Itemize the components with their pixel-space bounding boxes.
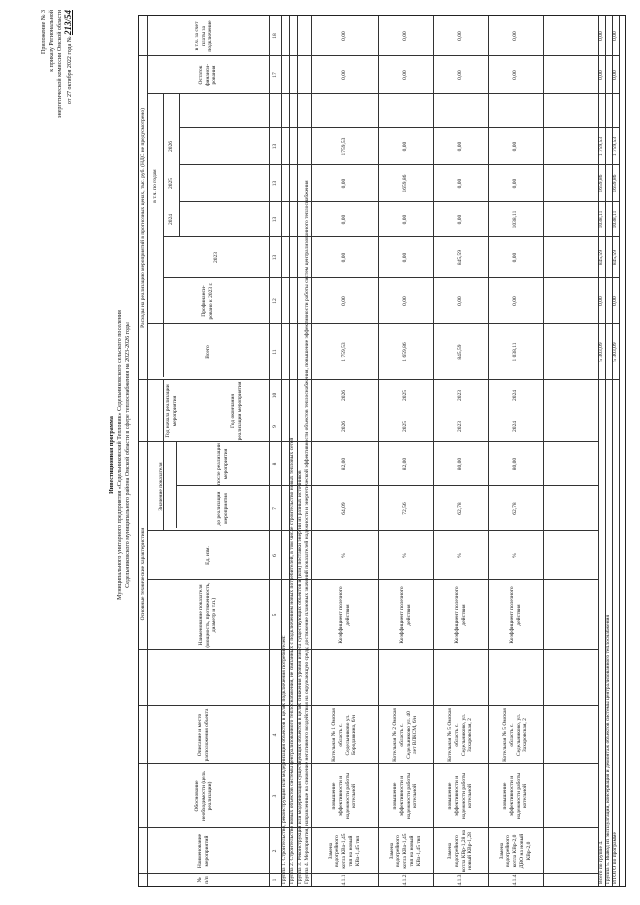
cell-fee: 0,00 xyxy=(457,31,464,41)
total-fin: 0,00 xyxy=(612,296,619,306)
header-balance: Остаток финанси-рования xyxy=(197,63,218,87)
header-value-before: до реализации мероприятия xyxy=(215,491,229,526)
cell-after: 80,00 xyxy=(457,457,464,471)
group-5-label: Группа 5. Вывод из эксплуатации, консервация и демонтаж объектов системы централизованного теплоснабжения xyxy=(605,614,611,884)
grand-total-label: ИТОГО по программе xyxy=(612,832,618,884)
cell-before: 62,78 xyxy=(512,502,519,515)
cell-rest: 0,00 xyxy=(341,70,348,80)
total-total: 5 303,09 xyxy=(598,342,605,362)
total-y23: 845,59 xyxy=(598,249,605,266)
col-number: 13 xyxy=(271,216,278,223)
cell-total: 845,59 xyxy=(457,344,464,360)
total-y25: 1659,86 xyxy=(598,174,605,193)
cell-y25: 1659,86 xyxy=(402,174,409,193)
cell-end: 2025 xyxy=(402,390,409,401)
group-2-label: Группа 2. Строительство новых объектов системы централизованного теплоснабжения, не связанных с подключением новых потребителей, в том числе строительство новых тепловых сетей xyxy=(289,437,295,884)
cell-y26: 0,00 xyxy=(457,141,464,152)
header-num: № п/п xyxy=(197,876,210,884)
col-number: 3 xyxy=(271,794,278,798)
total-y23: 845,59 xyxy=(612,249,619,266)
cell-rest: 0,00 xyxy=(402,70,409,80)
header-year-2025: 2025 xyxy=(167,178,174,189)
header-tech-name: Наименование показателя (мощность, протяженность, диаметр и т.п.) xyxy=(197,582,218,648)
cell-y26: 0,00 xyxy=(402,141,409,152)
header-location: Описание и место расположения объекта xyxy=(197,708,210,762)
cell-after: 80,00 xyxy=(512,457,519,471)
header-year-2023: 2023 xyxy=(212,252,219,263)
total-total: 5 303,09 xyxy=(612,342,619,362)
col-number: 18 xyxy=(271,33,278,39)
group-3-label: Группа 3. Реконструкция или модернизация существующих объектов в целях снижения уровня износа существующих объектов и (или) поставки энергии из разных источников xyxy=(297,470,303,884)
cell-before: 72,56 xyxy=(402,502,409,515)
cell-param: Коэффициент полезного действия xyxy=(398,586,412,644)
cell-y25: 0,00 xyxy=(341,178,348,189)
cell-num: 4.1.3 xyxy=(457,874,464,886)
col-number: 8 xyxy=(271,462,278,466)
cell-name: Замена водогрейного котла КВа-1,45 твп на новый КВа-1,45 твп xyxy=(327,833,361,869)
header-financed-before: Профинанси-ровано к 2023 г. xyxy=(201,282,214,320)
cell-before: 64,09 xyxy=(341,502,348,515)
title-line-1: Инвестиционная программа xyxy=(109,416,115,494)
cell-just: повышение эффективности и надежности работы котельной xyxy=(330,772,358,820)
cell-after: 82,00 xyxy=(402,457,409,471)
cell-name: Замена водогрейного котла КВа-1,45 твп на новый КВа-1,45 твп xyxy=(388,833,422,869)
cell-y23: 845,59 xyxy=(457,249,464,266)
cell-fee: 0,00 xyxy=(402,31,409,41)
cell-just: повышение эффективности и надежности работы котельной xyxy=(501,772,529,820)
group-3-4-label xyxy=(297,18,311,884)
cell-start: 2026 xyxy=(341,421,348,432)
title-line-2: Муниципального унитарного предприятия «Седельниковский Тепловик» Седельниковского сельского поселения xyxy=(117,310,123,600)
cell-name: Замена водогрейного котла КВр-1,28 на новый КВр-1,28 xyxy=(446,829,474,873)
cell-name: Замена водогрейного котла КВр-2,0 ДВО на новый КВр-2,0 xyxy=(498,833,532,869)
group-4-label: Группа 4. Мероприятия, направленные на снижение негативного воздействия на окружающую среду, достижение плановых значений показателей надежности и энергетической эффективности объектов теплоснабжения, повышение эффективности работы систем централизованного теплоснабжения xyxy=(304,180,310,884)
approval-date: от 27 октября 2022 года № xyxy=(67,36,73,105)
cell-y24: 0,00 xyxy=(457,214,464,225)
cell-end: 2023 xyxy=(457,390,464,401)
cell-y26: 0,00 xyxy=(512,141,519,152)
cell-unit: % xyxy=(457,553,464,558)
cell-fee: 0,00 xyxy=(341,31,348,41)
col-number: 13 xyxy=(271,254,278,261)
total-y24: 1038,11 xyxy=(598,210,605,229)
header-tech: Основные технические характеристики xyxy=(139,527,146,621)
cell-y23: 0,00 xyxy=(341,252,348,263)
total-fin: 0,00 xyxy=(598,296,605,306)
cell-y23: 0,00 xyxy=(402,252,409,263)
cell-just: повышение эффективности и надежности работы котельной xyxy=(446,772,474,820)
cell-fee: 0,00 xyxy=(512,31,519,41)
header-unit: Ед. изм. xyxy=(204,546,211,565)
approval-line-4 xyxy=(64,10,74,160)
cell-unit: % xyxy=(402,553,409,558)
header-year-2026: 2026 xyxy=(167,141,174,152)
approval-line-1: Приложение № 3 xyxy=(41,10,47,54)
header-costs: Расходы на реализацию мероприятий в прогнозных ценах, тыс. руб. (НДС не предусмотрено) xyxy=(139,108,146,328)
approval-block xyxy=(40,10,74,160)
title-line-3: Седельниковского муниципального района Омской области в сфере теплоснабжения на 2023-2026 годы xyxy=(125,322,131,588)
col-number: 13 xyxy=(271,180,278,187)
total-y25: 1659,86 xyxy=(612,174,619,193)
total-fee: 0,00 xyxy=(612,31,619,41)
total-rest: 0,00 xyxy=(612,70,619,80)
cell-fin: 0,00 xyxy=(457,296,464,306)
cell-unit: % xyxy=(341,553,348,558)
cell-y24: 1038,11 xyxy=(512,210,519,229)
document-title xyxy=(108,125,132,785)
cell-loc: Котельная № 1 Омская область с. Седельниково ул. Бородавкина, 6/н xyxy=(330,708,358,762)
cell-y24: 0,00 xyxy=(341,214,348,225)
col-number: 1 xyxy=(271,878,278,882)
cell-fin: 0,00 xyxy=(341,296,348,306)
col-number: 4 xyxy=(271,733,278,737)
approval-line-2: к приказу Региональной xyxy=(49,10,55,72)
cell-rest: 0,00 xyxy=(512,70,519,80)
col-number: 2 xyxy=(271,849,278,853)
cell-start: 2023 xyxy=(457,421,464,432)
cell-before: 62,78 xyxy=(457,502,464,515)
total-y26: 1 759,53 xyxy=(612,136,619,157)
col-number: 9 xyxy=(271,425,278,428)
header-year-2024: 2024 xyxy=(167,214,174,225)
col-number: 7 xyxy=(271,507,278,510)
cell-total: 1 038,11 xyxy=(512,342,519,362)
header-justification: Обоснование необходимости (цель реализации) xyxy=(193,771,214,821)
cell-param: Коэффициент полезного действия xyxy=(508,586,522,644)
cell-fin: 0,00 xyxy=(402,296,409,306)
cell-end: 2026 xyxy=(341,390,348,401)
col-number: 10 xyxy=(271,392,278,399)
cell-unit: % xyxy=(512,553,519,558)
approval-line-3: энергетической комиссии Омской области xyxy=(57,10,63,119)
cell-loc: Котельная № 5 Омская область с. Седельниково, ул. Захаровская, 2 xyxy=(446,708,474,762)
cell-loc: Котельная № 2 Омская область с. Седельниково ул. 40 лет ВЛКСМ, 6/н xyxy=(391,708,419,762)
cell-num: 4.1.1 xyxy=(341,874,348,886)
header-value: Значение показателя xyxy=(158,462,165,511)
header-year-start: Год начала реализации мероприятия xyxy=(164,384,178,438)
header-total: Всего xyxy=(204,345,211,359)
header-year-end: Год окончания реализации мероприятия xyxy=(229,381,243,441)
order-number: 213/54 xyxy=(63,10,73,36)
header-incl-fee: в т.ч. за счет платы за подключение xyxy=(193,20,214,52)
group-1-label: Группа 1. Строительство, реконструкция или модернизация объектов в целях подключения потребителей: xyxy=(281,635,287,884)
header-by-years: в т.ч. по годам xyxy=(151,169,158,203)
header-name: Наименование мероприятий xyxy=(197,833,210,869)
investment-table xyxy=(138,15,626,887)
total-rest: 0,00 xyxy=(598,70,605,80)
col-number: 13 xyxy=(271,143,278,150)
total-y26: 1 759,53 xyxy=(598,136,605,157)
cell-loc: Котельная № 5 Омская область с. Седельниково, ул. Захаровская, 2 xyxy=(501,708,529,762)
total-y24: 1038,11 xyxy=(612,210,619,229)
cell-end: 2024 xyxy=(512,390,519,401)
cell-num: 4.1.2 xyxy=(402,874,409,886)
cell-y25: 0,00 xyxy=(457,178,464,189)
group-4-total-label: Всего по группе 4. xyxy=(598,840,604,884)
cell-param: Коэффициент полезного действия xyxy=(453,586,467,644)
cell-num: 4.1.4 xyxy=(512,874,519,886)
cell-fin: 0,00 xyxy=(512,296,519,306)
cell-y26: 1759,53 xyxy=(341,137,348,156)
total-fee: 0,00 xyxy=(598,31,605,41)
cell-total: 1 659,86 xyxy=(402,342,409,362)
cell-param: Коэффициент полезного действия xyxy=(337,586,351,644)
cell-y25: 0,00 xyxy=(512,178,519,189)
col-number: 12 xyxy=(271,298,278,304)
cell-y24: 0,00 xyxy=(402,214,409,225)
header-value-after: после реализации мероприятия xyxy=(215,443,229,485)
col-number: 6 xyxy=(271,554,278,557)
cell-after: 82,00 xyxy=(341,457,348,471)
cell-rest: 0,00 xyxy=(457,70,464,80)
cell-total: 1 759,53 xyxy=(341,342,348,362)
col-number: 5 xyxy=(271,613,278,617)
col-number: 11 xyxy=(271,349,278,355)
cell-start: 2024 xyxy=(512,421,519,432)
col-number: 17 xyxy=(271,72,278,78)
cell-y23: 0,00 xyxy=(512,252,519,263)
cell-start: 2025 xyxy=(402,421,409,432)
cell-just: повышение эффективности и надежности работы котельной xyxy=(391,772,419,820)
